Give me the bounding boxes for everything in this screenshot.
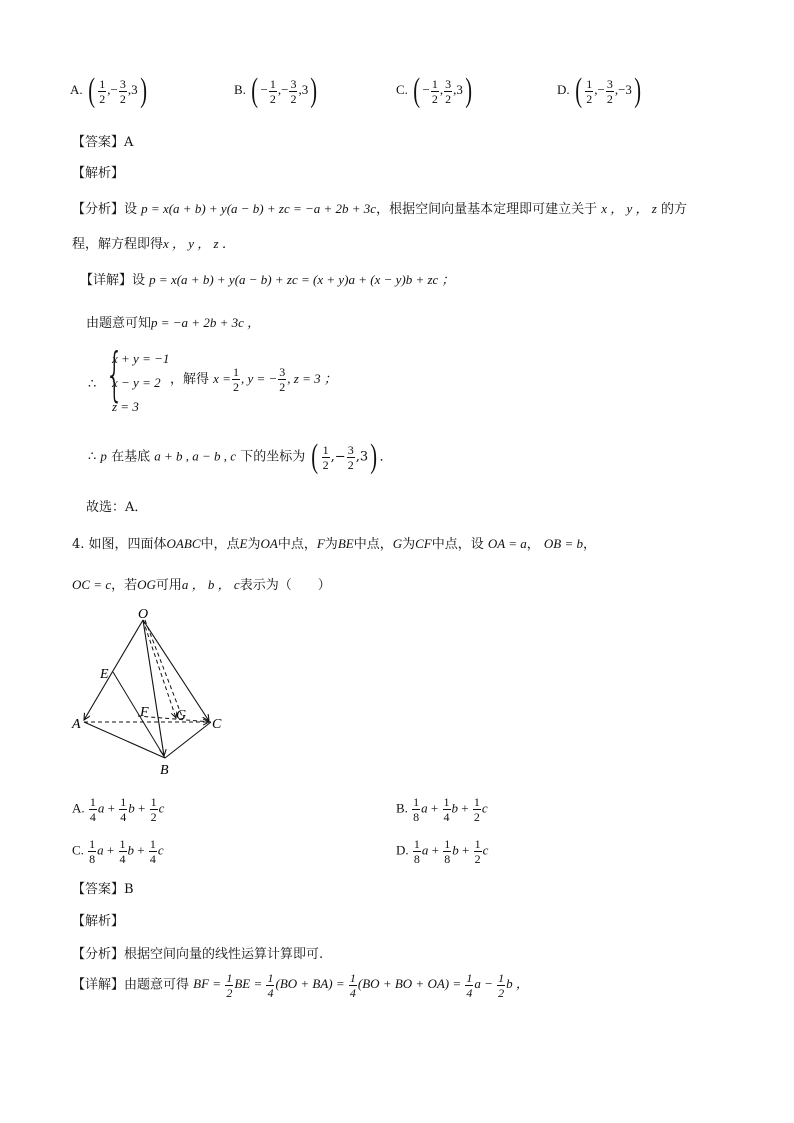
edge-oa [84, 620, 143, 720]
q3-given-line: 由题意可知p = −a + 2b + 3c ， [86, 315, 261, 331]
q4-analysis-tag: 【解析】 [72, 914, 125, 929]
edge-ob [143, 620, 164, 756]
q3-option-a[interactable]: A. ( $\frac{1}{2}$ ,− $\frac{3}{2}$ ,3) [70, 72, 147, 109]
answer-value: B [124, 882, 134, 897]
q4-answer [72, 878, 134, 897]
q4-fenxi: 【分析】根据空间向量的线性运算计算即可. [72, 947, 324, 962]
vector-ob: OB = b [543, 536, 584, 551]
q3-choice: 故选：A． [86, 500, 148, 515]
equation-1: x + y = −1 [112, 351, 170, 366]
q3-analysis-tag: 【解析】 [72, 166, 125, 181]
q3-coordinate-line: ∴ p 在基底 a + b , a − b , c 下的坐标为 ( $\frac{1}{2}$ ,− $\frac{3}{2}$ ,3) ． [88, 438, 393, 475]
q3-option-b[interactable]: B. ( − $\frac{1}{2}$ ,− $\frac{3}{2}$ ,3) [234, 72, 318, 109]
q3-therefore-symbol: ∴ [88, 377, 97, 392]
answer-tag: 【答案】 [72, 135, 125, 150]
answer-value: A [124, 135, 134, 150]
q4-option-b[interactable]: B. $\frac{1}{8}$ a + $\frac{1}{4}$ b + $\frac{1}{2}$ c [396, 795, 488, 824]
q4-option-d[interactable]: D. $\frac{1}{8}$ a + $\frac{1}{8}$ b + $\frac{1}{2}$ c [396, 837, 489, 866]
label-a: A [72, 717, 81, 732]
tetrahedron-figure [66, 606, 236, 781]
label-e: E [100, 667, 109, 682]
edge-ab [84, 722, 165, 758]
xiangjie-tag: 【详解】 [72, 977, 125, 993]
vector-oc: OC = c [72, 577, 112, 592]
answer-tag: 【答案】 [72, 882, 125, 897]
q3-option-c[interactable]: C. ( − $\frac{1}{2}$ , $\frac{3}{2}$ ,3) [396, 72, 472, 109]
q4-stem-line1: 4. 如图，四面体OABC中，点E为OA中点，F为BE中点，G为CF中点，设 OA = a， OB = b， [72, 536, 597, 552]
q4-xiangjie-line: 【详解】由题意可得 BF = $\frac{1}{2}$ BE = $\frac{1}{4}$ (BO + BA) = $\frac{1}{4}$ (BO + BO + OA) = $\frac{1}{4}$ a − $\frac{1}{2}$ b ， [72, 971, 529, 1000]
label-f: F [140, 705, 149, 720]
segment-cf-dashed [138, 716, 211, 722]
fenxi-tag: 【分析】 [72, 202, 125, 217]
edge-bc [165, 722, 211, 758]
q3-xiangjie-line: 【详解】设 p = x(a + b) + y(a − b) + zc = (x + y)a + (x − y)b + zc ； [80, 272, 455, 288]
equation-brace: { [105, 340, 124, 408]
q4-stem-line2: OC = c，若OG可用a ， b ， c表示为（ ） [72, 577, 331, 593]
fenxi-formula: p = x(a + b) + y(a − b) + zc = −a + 2b + 3c [141, 201, 377, 216]
q4-option-c[interactable]: C. $\frac{1}{8}$ a + $\frac{1}{4}$ b + $\frac{1}{4}$ c [72, 837, 164, 866]
q4-option-a[interactable]: A. $\frac{1}{4}$ a + $\frac{1}{4}$ b + $\frac{1}{2}$ c [72, 795, 165, 824]
q3-fenxi-line1: 【分析】设 p = x(a + b) + y(a − b) + zc = −a + 2b + 3c，根据空间向量基本定理即可建立关于 x ， y ， z 的方 [72, 201, 688, 217]
label-b: B [160, 763, 169, 778]
xiangjie-formula: BF = $\frac{1}{2}$ BE = $\frac{1}{4}$ (BO + BA) = $\frac{1}{4}$ (BO + BO + OA) = $\frac{1}{4}$ a − $\frac{1}{2}$ b ， [193, 971, 529, 1000]
vector-oa: OA = a [487, 536, 527, 551]
xiangjie-tag: 【详解】 [80, 273, 133, 288]
label-o: O [138, 607, 149, 622]
equation-2: x − y = 2 [112, 375, 161, 390]
q3-fenxi-line2: 程，解方程即得x ， y ， z ． [72, 236, 235, 252]
xiangjie-formula: p = x(a + b) + y(a − b) + zc = (x + y)a + (x − y)b + zc ； [149, 272, 455, 287]
vector-og-dashed [143, 620, 176, 718]
label-g: G [176, 708, 187, 723]
edge-oc [143, 620, 209, 721]
label-c: C [212, 717, 222, 732]
q3-answer [72, 131, 133, 150]
q3-option-d[interactable]: D. ( $\frac{1}{2}$ ,− $\frac{3}{2}$ ,−3) [557, 72, 641, 109]
q3-solution: ，解得 x = $\frac{1}{2}$ , y = − $\frac{3}{2}$ , z = 3 ； [170, 365, 337, 394]
equation-3: z = 3 [112, 399, 139, 414]
